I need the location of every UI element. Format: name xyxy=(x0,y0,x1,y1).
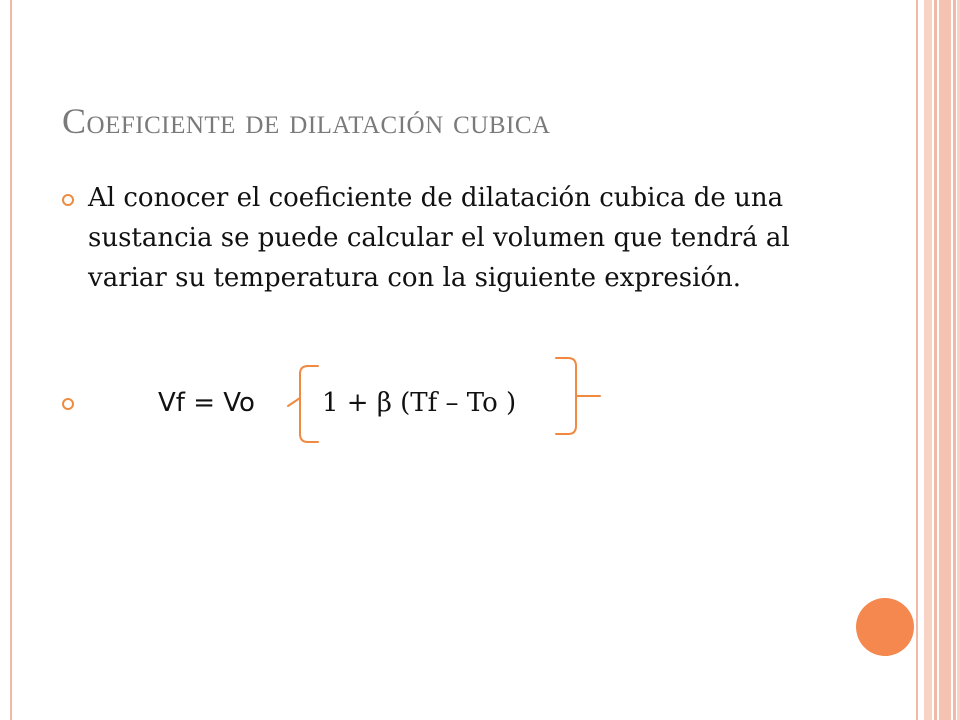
decor-stripe xyxy=(953,0,956,720)
decor-stripe xyxy=(924,0,932,720)
slide-title: Coeficiente de dilatación cubica xyxy=(62,101,551,141)
decor-stripe xyxy=(939,0,951,720)
bullet-circle-icon xyxy=(62,194,74,206)
formula-left: Vf = Vo xyxy=(158,388,255,418)
decor-stripe xyxy=(934,0,937,720)
formula-inner: 1 + β (Tf – To ) xyxy=(322,388,517,418)
accent-circle xyxy=(856,598,914,656)
bullet-circle-icon xyxy=(62,398,74,410)
bullet-paragraph: Al conocer el coeficiente de dilatación cubica de una sustancia se puede calcular el volumen que tendrá al variar su temperatura con la siguiente expresión. xyxy=(88,183,790,293)
